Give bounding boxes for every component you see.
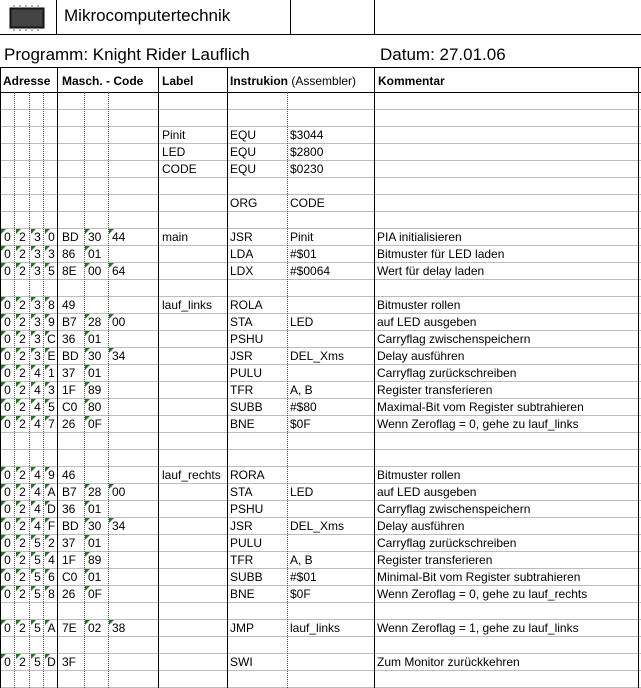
address-digit: 1	[48, 366, 55, 380]
address-digit: 0	[4, 655, 11, 669]
row-separator	[0, 500, 641, 501]
code-byte: 00	[88, 264, 102, 278]
address-digit: 3	[34, 349, 41, 363]
label-cell: main	[162, 230, 189, 244]
address-digit: 4	[34, 502, 41, 516]
table-row	[0, 348, 641, 365]
operand-cell: $0F	[290, 587, 311, 601]
instruction-cell: TFR	[230, 383, 254, 397]
program-title: Programm: Knight Rider Lauflich	[4, 45, 250, 64]
instruction-cell: JSR	[230, 349, 253, 363]
instruction-cell: SUBB	[230, 400, 263, 414]
col-kommentar: Kommentar	[378, 74, 445, 88]
operand-cell: #$01	[290, 570, 317, 584]
instruction-cell: STA	[230, 315, 253, 329]
address-digit: 0	[4, 536, 11, 550]
table-row	[0, 399, 641, 416]
row-separator	[0, 262, 641, 263]
code-byte: C0	[62, 570, 78, 584]
operand-cell: $0F	[290, 417, 311, 431]
table-row	[0, 433, 641, 450]
address-digit: 3	[34, 247, 41, 261]
table-row	[0, 280, 641, 297]
address-digit: 2	[19, 587, 26, 601]
code-byte: 36	[62, 502, 76, 516]
address-digit: 2	[19, 655, 26, 669]
address-digit: 0	[4, 485, 11, 499]
operand-cell: lauf_links	[290, 621, 341, 635]
comment-cell: Bitmuster rollen	[377, 468, 461, 482]
address-digit: 4	[34, 383, 41, 397]
code-byte: 86	[62, 247, 76, 261]
row-separator	[0, 211, 641, 212]
comment-cell: auf LED ausgeben	[377, 315, 477, 329]
code-byte: 37	[62, 366, 76, 380]
address-digit: 0	[4, 264, 11, 278]
code-byte: 44	[112, 230, 126, 244]
code-byte: BD	[62, 519, 79, 533]
row-separator	[0, 415, 641, 416]
operand-cell: $2800	[290, 145, 324, 159]
comment-cell: Minimal-Bit vom Register subtrahieren	[377, 570, 581, 584]
address-digit: 2	[19, 315, 26, 329]
address-digit: 2	[19, 417, 26, 431]
table-row	[0, 127, 641, 144]
code-byte: 34	[112, 349, 126, 363]
address-digit: 2	[19, 485, 26, 499]
address-digit: 5	[34, 587, 41, 601]
code-byte: 01	[88, 332, 102, 346]
column-separator	[29, 92, 30, 688]
table-row	[0, 450, 641, 467]
address-digit: D	[47, 502, 56, 516]
address-digit: 5	[34, 621, 41, 635]
code-byte: 30	[88, 519, 102, 533]
address-digit: 0	[4, 230, 11, 244]
address-digit: 0	[48, 230, 55, 244]
column-separator	[14, 92, 15, 688]
code-byte: 89	[88, 553, 102, 567]
address-digit: F	[47, 519, 56, 533]
label-cell: lauf_rechts	[162, 468, 221, 482]
address-digit: 9	[48, 315, 55, 329]
code-byte: 01	[88, 502, 102, 516]
address-digit: 6	[48, 570, 55, 584]
title-bar	[0, 0, 641, 35]
instruction-cell: STA	[230, 485, 253, 499]
col-masch-code: Masch. - Code	[62, 74, 144, 88]
code-byte: 7E	[62, 621, 77, 635]
code-byte: 01	[88, 536, 102, 550]
address-digit: 2	[19, 349, 26, 363]
address-digit: 9	[48, 468, 55, 482]
col-instruktion-label: Instrukion	[230, 74, 289, 88]
code-byte: 00	[112, 485, 126, 499]
code-byte: 28	[88, 485, 102, 499]
col-label: Label	[162, 74, 194, 88]
address-digit: 2	[19, 536, 26, 550]
instruction-cell: RORA	[230, 468, 265, 482]
address-digit: C	[47, 332, 56, 346]
column-separator	[374, 68, 375, 688]
row-separator	[0, 194, 641, 195]
address-digit: 4	[48, 553, 55, 567]
row-separator	[0, 517, 641, 518]
operand-cell: #$80	[290, 400, 317, 414]
table-row	[0, 314, 641, 331]
address-digit: 0	[4, 400, 11, 414]
code-byte: 26	[62, 587, 76, 601]
comment-cell: Wenn Zeroflag = 0, gehe zu lauf_rechts	[377, 587, 588, 601]
row-separator	[0, 228, 641, 229]
comment-cell: Carryflag zurückschreiben	[377, 536, 517, 550]
comment-cell: Bitmuster rollen	[377, 298, 461, 312]
table-row	[0, 93, 641, 110]
address-digit: 3	[34, 264, 41, 278]
address-digit: E	[47, 349, 56, 363]
column-separator	[84, 92, 85, 688]
row-separator	[0, 347, 641, 348]
row-separator	[0, 296, 641, 297]
table-row	[0, 161, 641, 178]
column-separator	[287, 92, 288, 688]
comment-cell: Carryflag zwischenspeichern	[377, 502, 531, 516]
table-row	[0, 212, 641, 229]
address-digit: 5	[48, 400, 55, 414]
address-digit: 0	[4, 570, 11, 584]
row-separator	[0, 160, 641, 161]
address-digit: 0	[4, 621, 11, 635]
comment-cell: Maximal-Bit vom Register subtrahieren	[377, 400, 584, 414]
row-separator	[0, 245, 641, 246]
address-digit: 4	[34, 417, 41, 431]
code-byte: 00	[112, 315, 126, 329]
comment-cell: Wert für delay laden	[377, 264, 485, 278]
address-digit: 0	[4, 366, 11, 380]
row-separator	[0, 381, 641, 382]
table-row	[0, 569, 641, 586]
column-separator	[0, 68, 1, 688]
chip-icon	[2, 4, 52, 32]
operand-cell: LED	[290, 315, 314, 329]
address-digit: 0	[4, 587, 11, 601]
address-digit: 0	[4, 417, 11, 431]
address-digit: A	[47, 621, 56, 635]
label-cell: lauf_links	[162, 298, 213, 312]
label-cell: LED	[162, 145, 186, 159]
table-row	[0, 501, 641, 518]
code-byte: 1F	[62, 553, 77, 567]
address-digit: 2	[19, 400, 26, 414]
code-byte: 01	[88, 570, 102, 584]
table-row	[0, 229, 641, 246]
comment-cell: Carryflag zwischenspeichern	[377, 332, 531, 346]
comment-cell: Zum Monitor zurückkehren	[377, 655, 520, 669]
code-byte: 02	[88, 621, 102, 635]
code-byte: BD	[62, 230, 79, 244]
code-byte: 1F	[62, 383, 77, 397]
table-row	[0, 246, 641, 263]
address-digit: 8	[48, 587, 55, 601]
table-row	[0, 654, 641, 671]
address-digit: 2	[19, 553, 26, 567]
instruction-cell: ORG	[230, 196, 258, 210]
row-separator	[0, 449, 641, 450]
address-digit: 0	[4, 383, 11, 397]
comment-cell: Wenn Zeroflag = 0, gehe zu lauf_links	[377, 417, 579, 431]
instruction-cell: EQU	[230, 145, 257, 159]
instruction-cell: LDA	[230, 247, 254, 261]
table-row	[0, 603, 641, 620]
code-byte: 26	[62, 417, 76, 431]
instruction-cell: TFR	[230, 553, 254, 567]
code-byte: 28	[88, 315, 102, 329]
app-title: Mikrocomputertechnik	[64, 6, 231, 25]
code-byte: 01	[88, 247, 102, 261]
address-digit: 0	[4, 519, 11, 533]
row-separator	[0, 330, 641, 331]
instruction-cell: ROLA	[230, 298, 263, 312]
row-separator	[0, 636, 641, 637]
address-digit: 2	[19, 247, 26, 261]
operand-cell: CODE	[290, 196, 325, 210]
table-row	[0, 467, 641, 484]
table-row	[0, 331, 641, 348]
table-row	[0, 195, 641, 212]
instruction-cell: EQU	[230, 128, 257, 142]
instruction-cell: PSHU	[230, 332, 264, 346]
address-digit: 3	[34, 315, 41, 329]
address-digit: 2	[19, 264, 26, 278]
row-separator	[0, 551, 641, 552]
table-row	[0, 416, 641, 433]
comment-cell: Register transferieren	[377, 553, 493, 567]
operand-cell: Pinit	[290, 230, 314, 244]
address-digit: 5	[34, 570, 41, 584]
table-row	[0, 484, 641, 501]
table-row	[0, 110, 641, 127]
code-byte: 3F	[62, 655, 77, 669]
instruction-cell: JSR	[230, 230, 253, 244]
date-label: Datum: 27.01.06	[380, 45, 506, 64]
code-byte: 34	[112, 519, 126, 533]
column-separator	[227, 68, 228, 688]
address-digit: 0	[4, 349, 11, 363]
operand-cell: $3044	[290, 128, 324, 142]
address-digit: A	[47, 485, 56, 499]
code-byte: 0F	[88, 417, 103, 431]
operand-cell: #$0064	[290, 264, 331, 278]
comment-cell: Wenn Zeroflag = 1, gehe zu lauf_links	[377, 621, 579, 635]
code-byte: B7	[62, 485, 77, 499]
table-row	[0, 535, 641, 552]
address-digit: 2	[19, 468, 26, 482]
address-digit: 0	[4, 468, 11, 482]
comment-cell: Register transferieren	[377, 383, 493, 397]
address-digit: 0	[4, 332, 11, 346]
instruction-cell: BNE	[230, 587, 255, 601]
instruction-cell: SUBB	[230, 570, 263, 584]
address-digit: 0	[4, 247, 11, 261]
row-separator	[0, 313, 641, 314]
table-row	[0, 637, 641, 654]
code-byte: C0	[62, 400, 78, 414]
operand-cell: A, B	[290, 553, 313, 567]
table-row	[0, 620, 641, 637]
operand-cell: LED	[290, 485, 314, 499]
code-byte: 36	[62, 332, 76, 346]
address-digit: 2	[19, 519, 26, 533]
address-digit: 2	[19, 298, 26, 312]
code-byte: 80	[88, 400, 102, 414]
row-separator	[0, 109, 641, 110]
table-row	[0, 297, 641, 314]
address-digit: 0	[4, 553, 11, 567]
address-digit: 5	[34, 655, 41, 669]
row-separator	[0, 432, 641, 433]
row-separator	[0, 466, 641, 467]
row-separator	[0, 483, 641, 484]
operand-cell: DEL_Xms	[290, 519, 345, 533]
address-digit: 2	[19, 230, 26, 244]
address-digit: 4	[34, 400, 41, 414]
col-instruktion	[230, 74, 356, 88]
comment-cell: auf LED ausgeben	[377, 485, 477, 499]
code-byte: 38	[112, 621, 126, 635]
address-digit: D	[47, 655, 56, 669]
table-row	[0, 382, 641, 399]
address-digit: 2	[48, 536, 55, 550]
table-row	[0, 365, 641, 382]
address-digit: 2	[19, 570, 26, 584]
address-digit: 4	[34, 366, 41, 380]
address-digit: 4	[34, 468, 41, 482]
code-byte: B7	[62, 315, 77, 329]
column-separator	[638, 68, 639, 688]
row-separator	[0, 126, 641, 127]
address-digit: 4	[34, 485, 41, 499]
label-cell: CODE	[162, 162, 197, 176]
instruction-cell: LDX	[230, 264, 254, 278]
row-separator	[0, 398, 641, 399]
col-adresse: Adresse	[3, 74, 51, 88]
operand-cell: A, B	[290, 383, 313, 397]
code-byte: 46	[62, 468, 76, 482]
code-byte: 64	[112, 264, 126, 278]
address-digit: 2	[19, 332, 26, 346]
column-separator	[158, 68, 159, 688]
address-digit: 0	[4, 315, 11, 329]
row-separator	[0, 143, 641, 144]
instruction-cell: PSHU	[230, 502, 264, 516]
code-byte: 01	[88, 366, 102, 380]
instruction-cell: JMP	[230, 621, 254, 635]
instruction-cell: JSR	[230, 519, 253, 533]
row-separator	[0, 534, 641, 535]
table-row	[0, 263, 641, 280]
column-separator	[108, 92, 109, 688]
address-digit: 2	[19, 366, 26, 380]
code-byte: BD	[62, 349, 79, 363]
operand-cell: DEL_Xms	[290, 349, 345, 363]
column-separator	[57, 68, 58, 688]
address-digit: 3	[34, 298, 41, 312]
address-digit: 2	[19, 621, 26, 635]
table-row	[0, 671, 641, 688]
code-byte: 30	[88, 349, 102, 363]
instruction-cell: BNE	[230, 417, 255, 431]
address-digit: 3	[34, 332, 41, 346]
address-digit: 8	[48, 298, 55, 312]
row-separator	[0, 585, 641, 586]
row-separator	[0, 670, 641, 671]
code-byte: 0F	[88, 587, 103, 601]
instruction-cell: PULU	[230, 366, 263, 380]
row-separator	[0, 177, 641, 178]
code-byte: 37	[62, 536, 76, 550]
comment-cell: Delay ausführen	[377, 519, 465, 533]
address-digit: 7	[48, 417, 55, 431]
address-digit: 5	[48, 264, 55, 278]
table-row	[0, 518, 641, 535]
instruction-cell: PULU	[230, 536, 263, 550]
address-digit: 5	[34, 553, 41, 567]
address-digit: 3	[34, 230, 41, 244]
code-byte: 30	[88, 230, 102, 244]
row-separator	[0, 279, 641, 280]
comment-cell: Bitmuster für LED laden	[377, 247, 505, 261]
address-digit: 2	[19, 502, 26, 516]
address-digit: 3	[48, 247, 55, 261]
address-digit: 0	[4, 298, 11, 312]
table-row	[0, 586, 641, 603]
address-digit: 3	[48, 383, 55, 397]
row-separator	[0, 568, 641, 569]
address-digit: 5	[34, 536, 41, 550]
label-cell: Pinit	[162, 128, 186, 142]
row-separator	[0, 619, 641, 620]
code-byte: 8E	[62, 264, 77, 278]
comment-cell: Delay ausführen	[377, 349, 465, 363]
col-assembler-label: (Assembler)	[291, 74, 357, 88]
address-digit: 2	[19, 383, 26, 397]
code-byte: 89	[88, 383, 102, 397]
operand-cell: $0230	[290, 162, 324, 176]
address-digit: 4	[34, 519, 41, 533]
row-separator	[0, 653, 641, 654]
table-row	[0, 144, 641, 161]
row-separator	[0, 364, 641, 365]
comment-cell: Carryflag zurückschreiben	[377, 366, 517, 380]
comment-cell: PIA initialisieren	[377, 230, 462, 244]
instruction-cell: SWI	[230, 655, 253, 669]
operand-cell: #$01	[290, 247, 317, 261]
table-row	[0, 178, 641, 195]
address-digit: 0	[4, 502, 11, 516]
row-separator	[0, 602, 641, 603]
code-byte: 49	[62, 298, 76, 312]
table-row	[0, 552, 641, 569]
column-separator	[43, 92, 44, 688]
instruction-cell: EQU	[230, 162, 257, 176]
